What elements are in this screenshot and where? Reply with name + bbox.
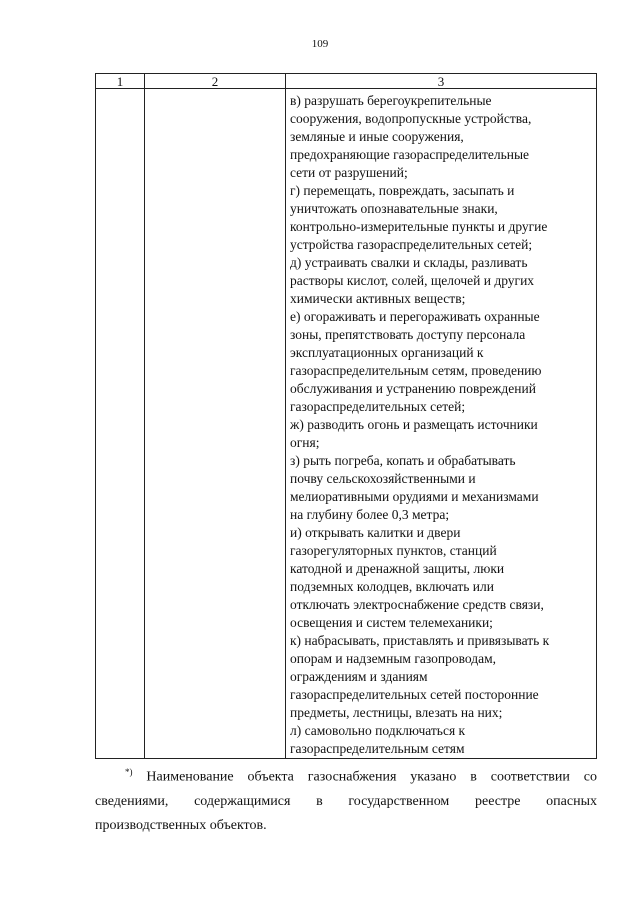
page-number: 109 <box>311 38 329 50</box>
text-line: ж) разводить огонь и размещать источники <box>290 417 538 432</box>
text-line: газорегуляторных пунктов, станций <box>290 543 497 558</box>
requirements-table <box>95 73 597 759</box>
table-cell-1 <box>96 89 145 759</box>
text-line: опорам и надземным газопроводам, <box>290 651 496 666</box>
text-line: освещения и систем телемеханики; <box>290 615 493 630</box>
footnote <box>95 760 597 838</box>
footnote-line-3: производственных объектов. <box>95 817 267 833</box>
text-line: е) огораживать и перегораживать охранные <box>290 309 540 324</box>
text-line: к) набрасывать, приставлять и привязывать к <box>290 633 550 648</box>
text-line: огня; <box>290 435 320 450</box>
table-row <box>96 89 597 759</box>
text-line: химически активных веществ; <box>290 291 466 306</box>
column-header-2: 2 <box>145 74 286 89</box>
text-line: л) самовольно подключаться к <box>290 723 466 738</box>
text-line: сети от разрушений; <box>290 165 408 180</box>
text-line: предохраняющие газораспределительные <box>290 147 530 162</box>
text-line: почву сельскохозяйственными и <box>290 471 476 486</box>
text-line: мелиоративными орудиями и механизмами <box>290 489 539 504</box>
text-line: уничтожать опознавательные знаки, <box>290 201 498 216</box>
text-line: земляные и иные сооружения, <box>290 129 464 144</box>
text-line: газораспределительных сетей посторонние <box>290 687 539 702</box>
text-line: катодной и дренажной защиты, люки <box>290 561 505 576</box>
text-line: подземных колодцев, включать или <box>290 579 494 594</box>
text-line: сооружения, водопропускные устройства, <box>290 111 532 126</box>
footnote-line-1: *) Наименование объекта газоснабжения указано в соответствии со <box>125 767 597 785</box>
text-line: растворы кислот, солей, щелочей и других <box>290 273 535 288</box>
column-header-1: 1 <box>96 74 145 89</box>
text-line: зоны, препятствовать доступу персонала <box>290 327 526 342</box>
text-line: предметы, лестницы, влезать на них; <box>290 705 503 720</box>
text-line: газораспределительных сетей; <box>290 399 466 414</box>
text-line: газораспределительным сетям <box>290 741 465 756</box>
text-line: отключать электроснабжение средств связи, <box>290 597 544 612</box>
text-line: газораспределительным сетям, проведению <box>290 363 542 378</box>
text-line: г) перемещать, повреждать, засыпать и <box>290 183 515 198</box>
footnote-marker: *) <box>125 767 133 777</box>
table-header-row <box>96 74 597 89</box>
footnote-line-2: сведениями, содержащимися в государственном реестре опасных <box>95 793 597 809</box>
column-header-3: 3 <box>286 74 597 89</box>
text-line: контрольно-измерительные пункты и другие <box>290 219 548 234</box>
text-line: з) рыть погреба, копать и обрабатывать <box>290 453 516 468</box>
prohibitions-list <box>290 92 592 758</box>
text-line: на глубину более 0,3 метра; <box>290 507 450 522</box>
table-cell-2 <box>145 89 286 759</box>
text-line: эксплуатационных организаций к <box>290 345 484 360</box>
text-line: устройства газораспределительных сетей; <box>290 237 533 252</box>
text-line: ограждениям и зданиям <box>290 669 428 684</box>
text-line: д) устраивать свалки и склады, разливать <box>290 255 528 270</box>
table-cell-3 <box>286 89 597 759</box>
text-line: и) открывать калитки и двери <box>290 525 461 540</box>
text-line: в) разрушать берегоукрепительные <box>290 93 492 108</box>
text-line: обслуживания и устранению повреждений <box>290 381 536 396</box>
